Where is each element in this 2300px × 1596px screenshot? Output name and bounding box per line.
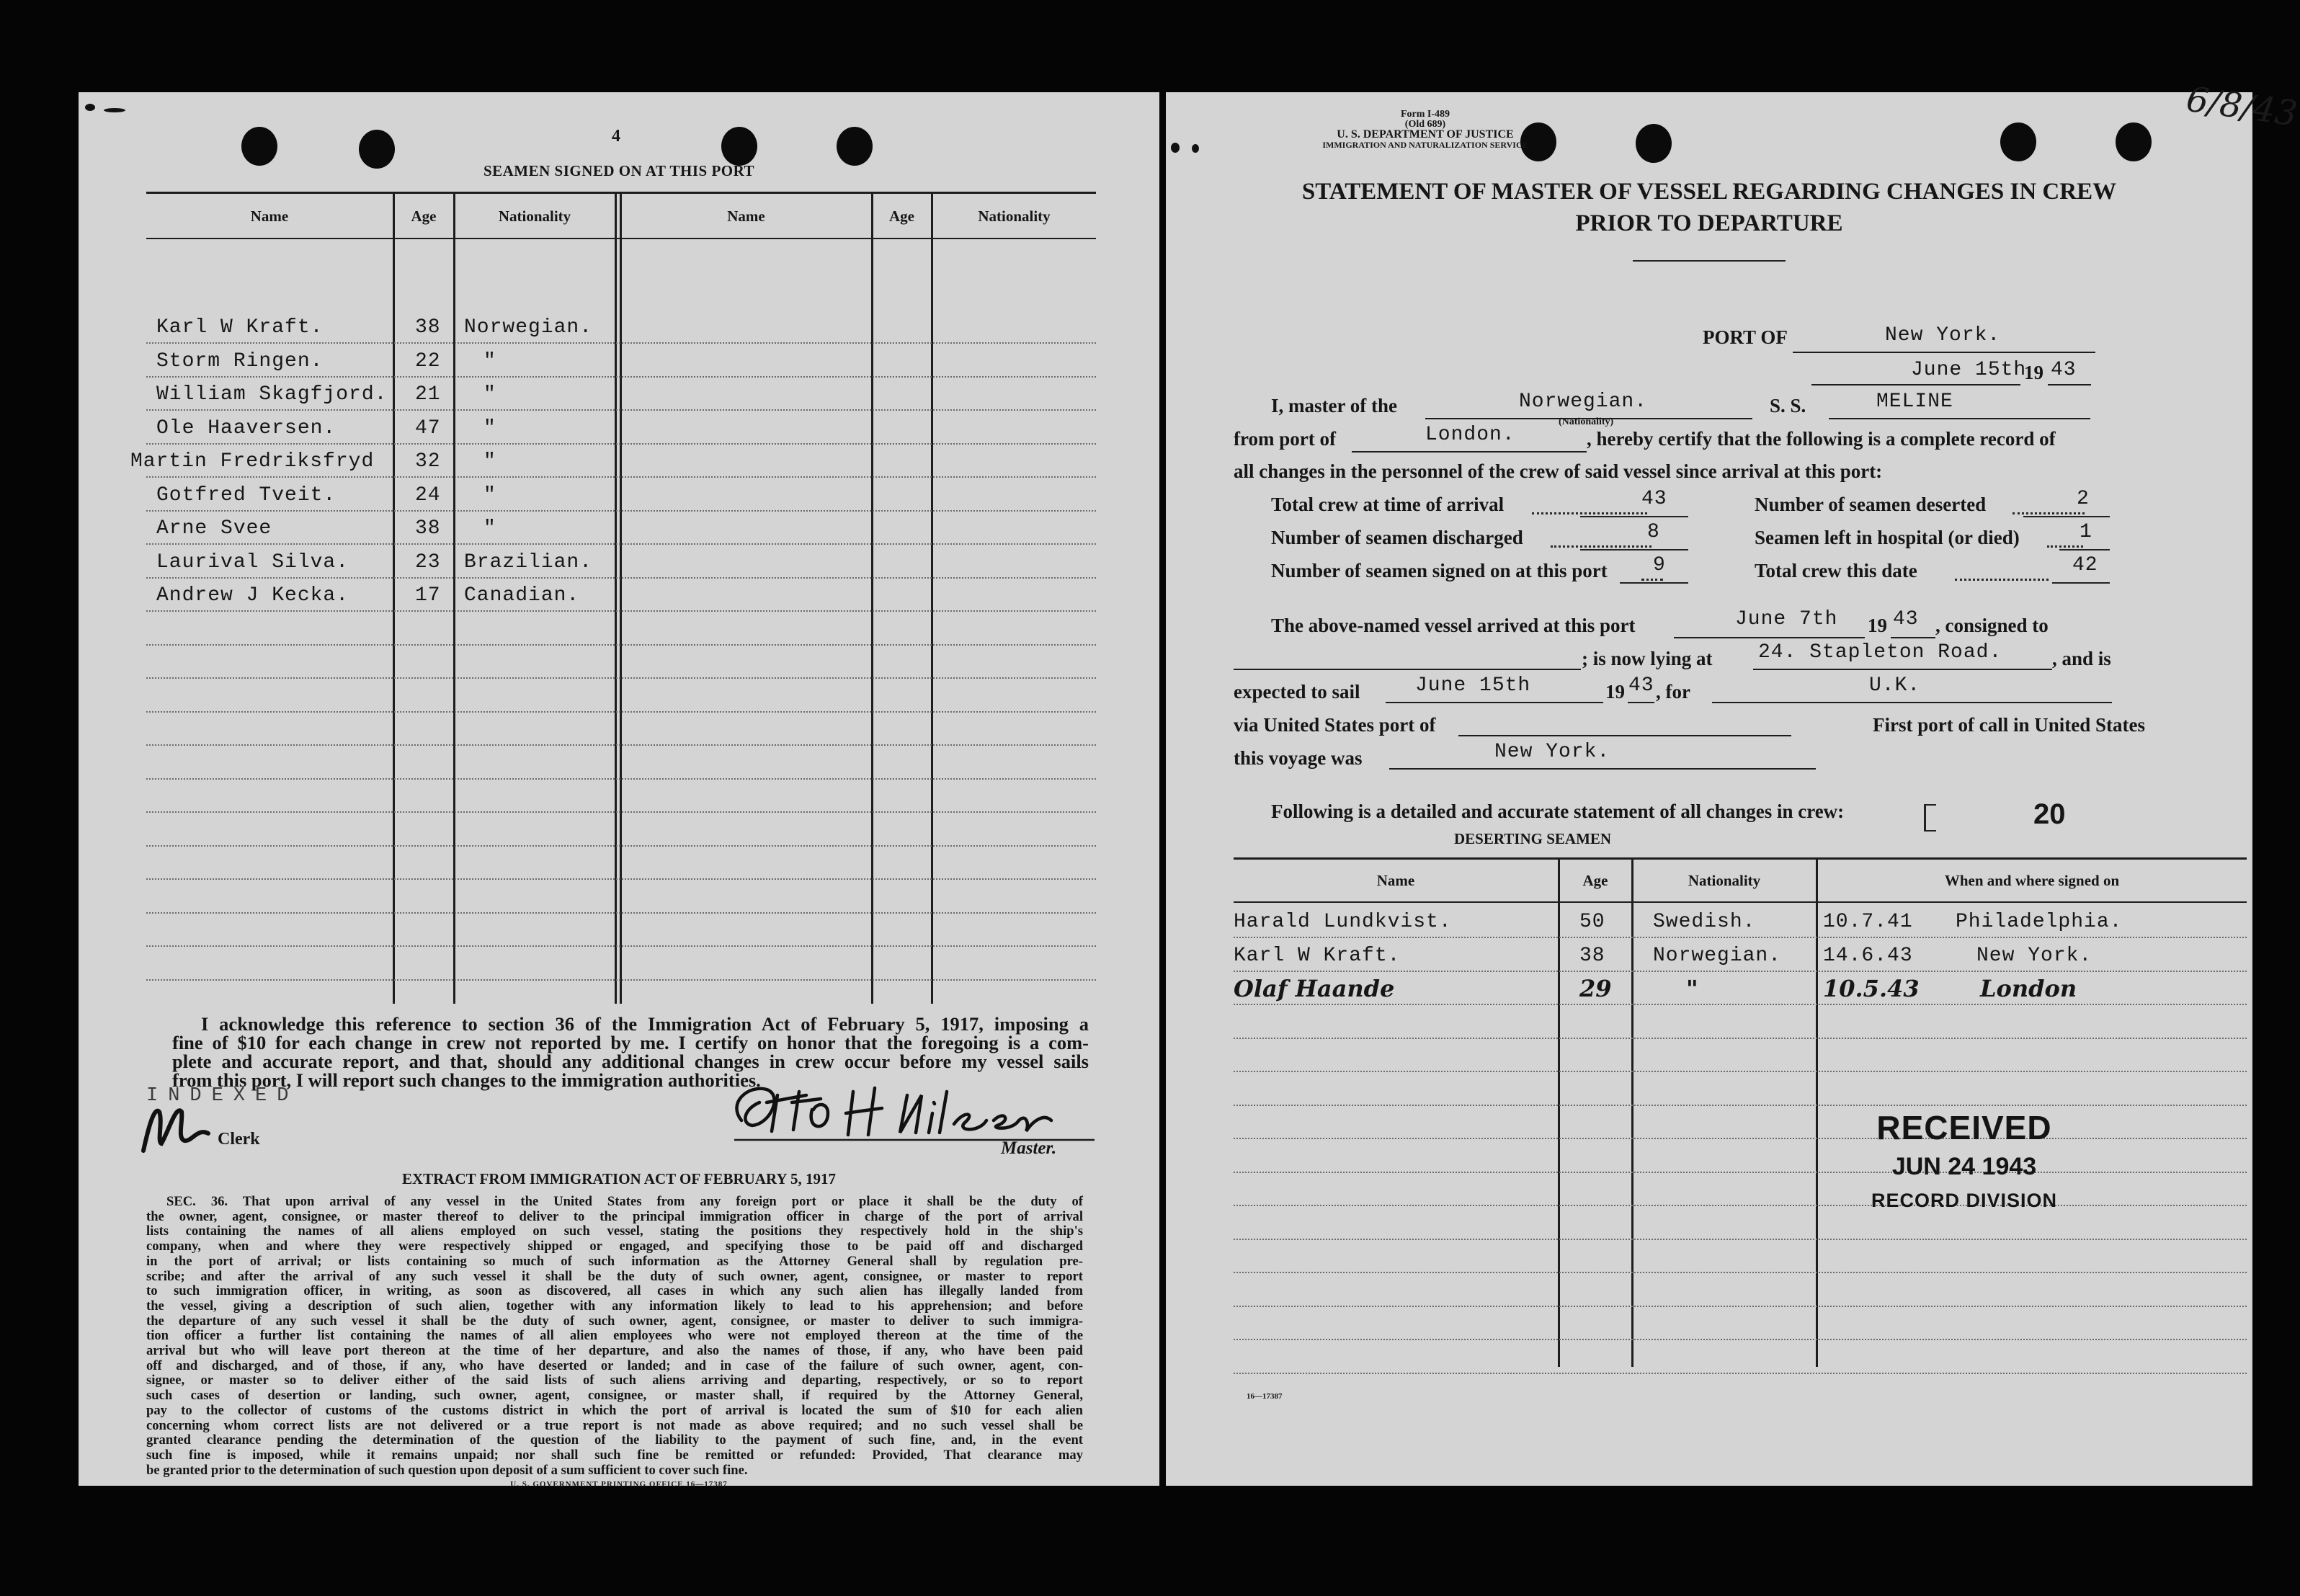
row-line: [146, 744, 1096, 746]
row-line: [1234, 1272, 2247, 1273]
seaman-nationality: ": [483, 517, 496, 540]
column-header-age: Age: [411, 208, 437, 225]
row-line: [1234, 937, 2247, 938]
seaman-name: Laurival Silva.: [156, 550, 349, 574]
total-crew-arrival: 43: [1641, 488, 1667, 510]
column-header-age: Age: [1582, 872, 1608, 889]
row-line: [1234, 1004, 2247, 1005]
seamen-signed-on: 9: [1653, 554, 1666, 576]
clerk-label: Clerk: [218, 1130, 260, 1149]
deserter-date: 14.6.43: [1823, 944, 1913, 967]
seaman-age: 21: [415, 383, 441, 406]
seaman-nationality: Canadian.: [464, 584, 580, 607]
sail-year: 43: [1628, 674, 1654, 697]
column-header-nationality: Nationality: [1688, 872, 1761, 889]
punch-hole: [837, 127, 873, 166]
seaman-age: 32: [415, 450, 441, 473]
deserter-date: 10.7.41: [1823, 911, 1913, 933]
port-value: New York.: [1885, 324, 2001, 347]
from-port: London.: [1425, 424, 1515, 446]
master-label: Master.: [1001, 1138, 1057, 1158]
row-line: [146, 476, 1096, 478]
row-line: [146, 543, 1096, 545]
deserter-name: Karl W Kraft.: [1234, 944, 1401, 967]
page-number: 4: [612, 127, 620, 146]
column-header-age: Age: [889, 208, 914, 225]
extract-title: EXTRACT FROM IMMIGRATION ACT OF FEBRUARY 5, 1917: [401, 1170, 837, 1187]
row-line: [146, 878, 1096, 880]
seaman-nationality: ": [483, 383, 496, 406]
seaman-nationality: ": [483, 483, 496, 507]
seamen-deserted: 2: [2077, 488, 2090, 510]
row-line: [1234, 1105, 2247, 1106]
seaman-name: Storm Ringen.: [156, 349, 324, 373]
seaman-age: 22: [415, 349, 441, 373]
row-line: [146, 945, 1096, 947]
row-line: [146, 979, 1096, 981]
punch-hole: [721, 127, 757, 166]
column-header-nationality: Nationality: [978, 208, 1051, 225]
port-label: PORT OF: [1703, 326, 1788, 348]
arrival-date: June 7th: [1735, 608, 1838, 630]
seamen-discharged: 8: [1647, 521, 1660, 543]
seaman-nationality: Brazilian.: [464, 550, 593, 574]
form-header: Form I-489 (Old 689) U. S. DEPARTMENT OF JUSTICE IMMIGRATION AND NATURALIZATION SERVICE: [1322, 109, 1528, 150]
seaman-age: 38: [415, 316, 441, 339]
row-line: [146, 510, 1096, 512]
printing-office-note: U. S. GOVERNMENT PRINTING OFFICE 16—17387: [510, 1480, 728, 1489]
row-line: [146, 711, 1096, 713]
row-line: [146, 376, 1096, 378]
seaman-age: 24: [415, 483, 441, 507]
deserter-name: Harald Lundkvist.: [1234, 911, 1452, 933]
date-value: June 15th: [1911, 359, 2027, 381]
seaman-nationality: ": [483, 416, 496, 440]
row-line: [1234, 1071, 2247, 1072]
seaman-name: William Skagfjord.: [156, 383, 388, 406]
punch-hole: [1636, 124, 1672, 163]
ship-name: MELINE: [1876, 391, 1953, 413]
seaman-age: 38: [415, 517, 441, 540]
lying-at: 24. Stapleton Road.: [1758, 641, 2002, 664]
row-line: [146, 811, 1096, 813]
date-year: 43: [2051, 359, 2077, 381]
row-line: [1234, 971, 2247, 972]
row-line: [1234, 1306, 2247, 1307]
seaman-name: Gotfred Tveit.: [156, 483, 336, 507]
punch-hole: [241, 127, 277, 166]
form-footer: 16—17387: [1247, 1392, 1283, 1401]
first-port-of-call: New York.: [1494, 741, 1610, 763]
deserter-age: 38: [1579, 944, 1605, 967]
column-header-name: Name: [727, 208, 765, 225]
form-title: STATEMENT OF MASTER OF VESSEL REGARDING CHANGES IN CREW PRIOR TO DEPARTURE: [1301, 179, 2117, 236]
seaman-age: 17: [415, 584, 441, 607]
row-line: [146, 409, 1096, 411]
seaman-name: Ole Haaversen.: [156, 416, 336, 440]
column-header-signed-on: When and where signed on: [1944, 872, 2120, 889]
received-stamp: RECEIVED JUN 24 1943 RECORD DIVISION: [1871, 1109, 2058, 1211]
row-line: [1234, 1038, 2247, 1039]
sheet-number: 20: [2033, 798, 2066, 830]
total-crew-date: 42: [2072, 554, 2098, 576]
deserter-place: New York.: [1976, 944, 2092, 967]
seamen-signed-title: SEAMEN SIGNED ON AT THIS PORT: [483, 162, 755, 179]
deserter-nationality: ": [1686, 975, 1698, 1002]
deserter-nationality: Swedish.: [1653, 911, 1756, 933]
row-line: [146, 577, 1096, 579]
punch-hole: [2116, 122, 2152, 161]
arrival-year: 43: [1893, 608, 1919, 630]
deserter-nationality: Norwegian.: [1653, 944, 1782, 967]
row-line: [146, 778, 1096, 780]
deserter-age: 50: [1579, 911, 1605, 933]
seaman-nationality: ": [483, 450, 496, 473]
column-header-nationality: Nationality: [498, 208, 571, 225]
deserter-place: Philadelphia.: [1956, 911, 2123, 933]
seaman-name: Martin Fredriksfryd: [130, 450, 375, 473]
column-header-name: Name: [1376, 872, 1415, 889]
destination: U.K.: [1869, 674, 1921, 697]
deserting-seamen-title: DESERTING SEAMEN: [1454, 830, 1612, 847]
sail-date: June 15th: [1415, 674, 1531, 697]
seaman-name: Andrew J Kecka.: [156, 584, 349, 607]
deserter-date: 10.5.43: [1823, 975, 1920, 1002]
row-line: [1234, 1373, 2247, 1374]
seaman-nationality: ": [483, 349, 496, 373]
row-line: [146, 677, 1096, 679]
left-form-page: [79, 92, 1159, 1489]
seaman-name: Karl W Kraft.: [156, 316, 324, 339]
seaman-age: 23: [415, 550, 441, 574]
seaman-age: 47: [415, 416, 441, 440]
extract-text: SEC. 36. That upon arrival of any vessel in the United States from any foreign port or place it shall be the duty of the owner, agent, consignee, or master thereof to deliver to the principal immigration officer in charge of the port of arrival lists containing the names of all aliens employed on such vessel, stating the positions they respectively hold in the ship's company, when and where they were respectively shipped or engaged, and specifying those to be paid off and discharged in the port of arrival; or lists containing so much of such information as the Attorney General shall by regulation pre- scribe; and after the arrival of any such vessel it shall be the duty of such owner, agent, consignee, or master to report to such immigration officer, in writing, as soon as discovered, all cases in which any such alien has illegally landed from the vessel, giving a description of such alien, together with any information likely to lead to his apprehension; and before the departure of any such vessel it shall be the duty of such owner, agent, consignee, or master to deliver to such immigra- tion officer a further list containing the names of all alien employees who were not employed thereon at the time of the arrival but who will leave port thereon at the time of her departure, and also the names of those, if any, who have been paid off and discharged, and of those, if any, who have deserted or landed; and in case of the failure of such owner, agent, con- signee, or master so to deliver either of the said lists of such aliens arriving and departing, respectively, or so to report such cases of desertion or landing, such owner, agent, consignee, or master shall, if required by the Attorney General, pay to the collector of customs of the customs district in which the port of arrival is located the sum of $10 for each alien concerning whom correct lists are not delivered or a true report is not made as above required; and no such vessel shall be granted clearance pending the determination of the question of the liability to the payment of such fine, and, in the event such fine is imposed, while it remains unpaid; nor shall such fine be remitted or refunded: Provided, That clearance may be granted prior to the determination of such question upon deposit of a sum sufficient to cover such fine.: [146, 1194, 1083, 1478]
row-line: [1234, 1172, 2247, 1173]
punch-hole: [2000, 122, 2036, 161]
seaman-nationality: Norwegian.: [464, 316, 593, 339]
row-line: [146, 610, 1096, 612]
row-line: [146, 342, 1096, 344]
master-signature: [727, 1081, 1102, 1146]
indexed-stamp: INDEXED: [146, 1085, 299, 1107]
seamen-hospital: 1: [2080, 521, 2092, 543]
row-line: [146, 443, 1096, 445]
deserter-name: Olaf Haande: [1234, 975, 1395, 1002]
acknowledgement-paragraph: I acknowledge this reference to section 36 of the Immigration Act of February 5, 1917, imposing a fine of $10 for each change in crew not reported by me. I certify on honor that the foregoing is a com- plete and accurate report, and that, should any additional changes in crew occur before my vessel sails from this port, I will report such changes to the immigration authorities.: [172, 1013, 1089, 1091]
row-line: [146, 845, 1096, 847]
deserter-place: London: [1980, 975, 2077, 1002]
right-form-page: Form I-489 (Old 689) U. S. DEPARTMENT OF JUSTICE IMMIGRATION AND NATURALIZATION SERVICE 6/8/43 STATEMENT OF MASTER OF VESSEL REGARDING CHANGES IN CREW PRIOR TO DEPARTURE PORT OF New York. June 15th 19 43 I, master of the Norwegian. (Nationality) S. S. MELINE from port of London. , hereby certify that the following is a complete record of all changes in the personnel of the crew of said vessel since arrival at this port: Total crew at time of arrival 43 Number of seamen discharged 8 Number of seamen signed on at this port 9 Number of seamen deserted 2 Seamen left in hospital (or died) 1 Total crew this date 42 The above-named vessel arrived at this port June 7th 19 43 , consigned to ; is now lying at 24. Stapleton Road. , and is expected to sail June 15th 19 43 , for U.K. via United States port of First port of call in United States this voyage was New York. Following is a detailed and accurate statement of all changes in crew: 20 DESERTING SEAMEN Name Age Nationality When and where signed on Harald Lundkvist. 50 Swedish. 10.7.41 Philadelphia. Karl W Kraft. 38 Norwegian. 14.6.43 New York. Olaf Haande 29 " 10.5.43 London RECEIVED JUN 24 1943 RECORD DIVISION 16—17387: [1166, 92, 2252, 1486]
corner-note: 6/8/43: [2183, 79, 2300, 135]
seaman-name: Arne Svee: [156, 517, 272, 540]
vessel-nationality: Norwegian.: [1519, 391, 1648, 413]
row-line: [1234, 1339, 2247, 1340]
row-line: [1234, 1205, 2247, 1206]
column-header-name: Name: [250, 208, 289, 225]
row-line: [1234, 1239, 2247, 1240]
row-line: [146, 644, 1096, 646]
clerk-initials: [140, 1099, 212, 1156]
row-line: [1234, 1138, 2247, 1139]
deserter-age: 29: [1579, 975, 1612, 1002]
row-line: [146, 912, 1096, 914]
